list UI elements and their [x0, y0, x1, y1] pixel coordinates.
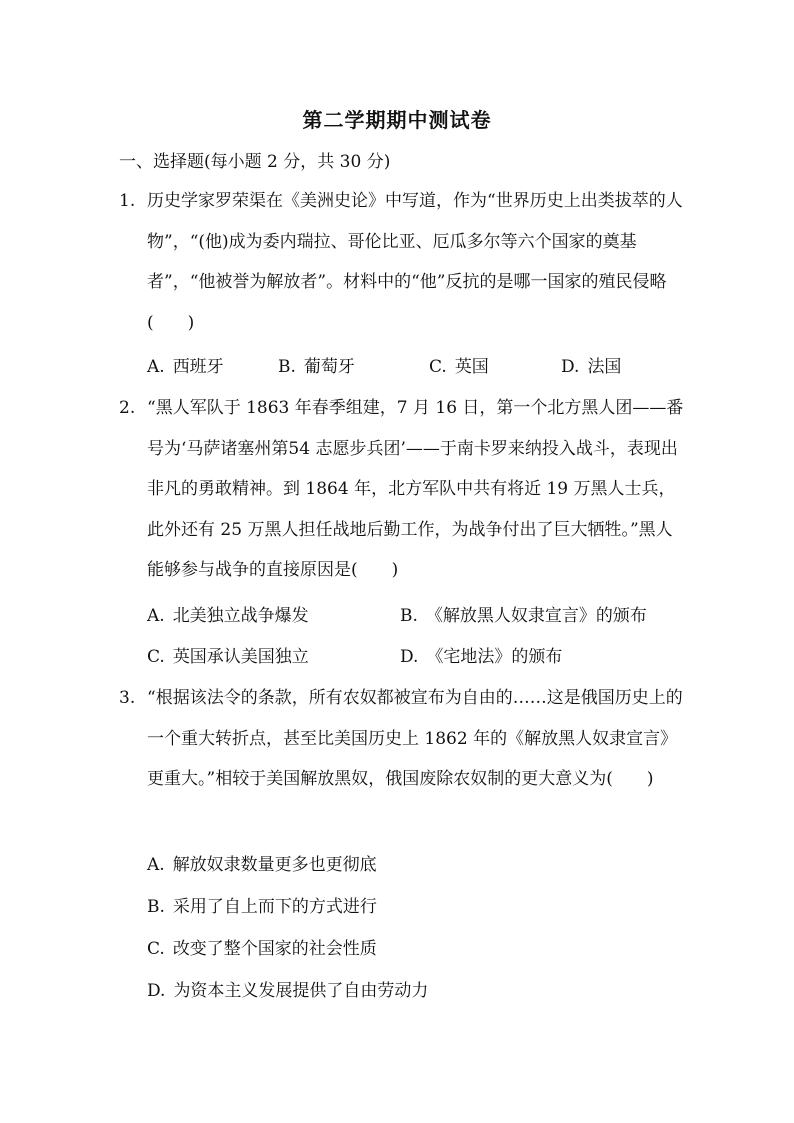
question-stem: “根据该法令的条款，所有农奴都被宣布为自由的……这是俄国历史上的一个重大转折点，甚至比美国历史上 1862 年的《解放黑人奴隶宣言》更重大。”相较于美国解放黑奴，俄国废除农奴制的更大意义为( ) [147, 688, 683, 789]
option-c: C. 英国承认美国独立 [147, 647, 309, 667]
question-1 [119, 181, 689, 343]
option-b: B. 《解放黑人奴隶宣言》的颁布 [400, 606, 647, 626]
question-number: 2. [119, 398, 136, 418]
option-d: D. 《宅地法》的颁布 [400, 647, 563, 667]
question-stem: 历史学家罗荣渠在《美洲史论》中写道，作为“世界历史上出类拔萃的人物”，“(他)成为委内瑞拉、哥伦比亚、厄瓜多尔等六个国家的奠基者”，“他被誉为解放者”。材料中的“他”反抗的是哪一国家的殖民侵略( ) [147, 191, 683, 333]
option-d: D. 法国 [561, 357, 622, 377]
question-number: 1. [119, 191, 136, 211]
question-2 [119, 388, 689, 591]
option-a: A. 北美独立战争爆发 [147, 606, 309, 626]
option-a: A. 解放奴隶数量更多也更彻底 [147, 855, 377, 875]
exam-title: 第二学期期中测试卷 [302, 108, 492, 132]
option-c: C. 英国 [429, 357, 489, 377]
option-d: D. 为资本主义发展提供了自由劳动力 [147, 981, 429, 1001]
section-heading: 一、选择题(每小题 2 分，共 30 分) [119, 152, 391, 172]
question-3 [119, 678, 689, 800]
question-number: 3. [119, 688, 136, 708]
option-b: B. 葡萄牙 [278, 357, 355, 377]
option-a: A. 西班牙 [147, 357, 224, 377]
question-stem: “黑人军队于 1863 年春季组建，7 月 16 日，第一个北方黑人团——番号为‘马萨诸塞州第54 志愿步兵团’——于南卡罗来纳投入战斗，表现出非凡的勇敢精神。到 1864 年，北方军队中共有将近 19 万黑人士兵，此外还有 25 万黑人担任战地后勤工作，为战争付出了巨大牺牲。”黑人能够参与战争的直接原因是( ) [147, 398, 684, 580]
option-b: B. 采用了自上而下的方式进行 [147, 897, 377, 917]
option-c: C. 改变了整个国家的社会性质 [147, 939, 377, 959]
